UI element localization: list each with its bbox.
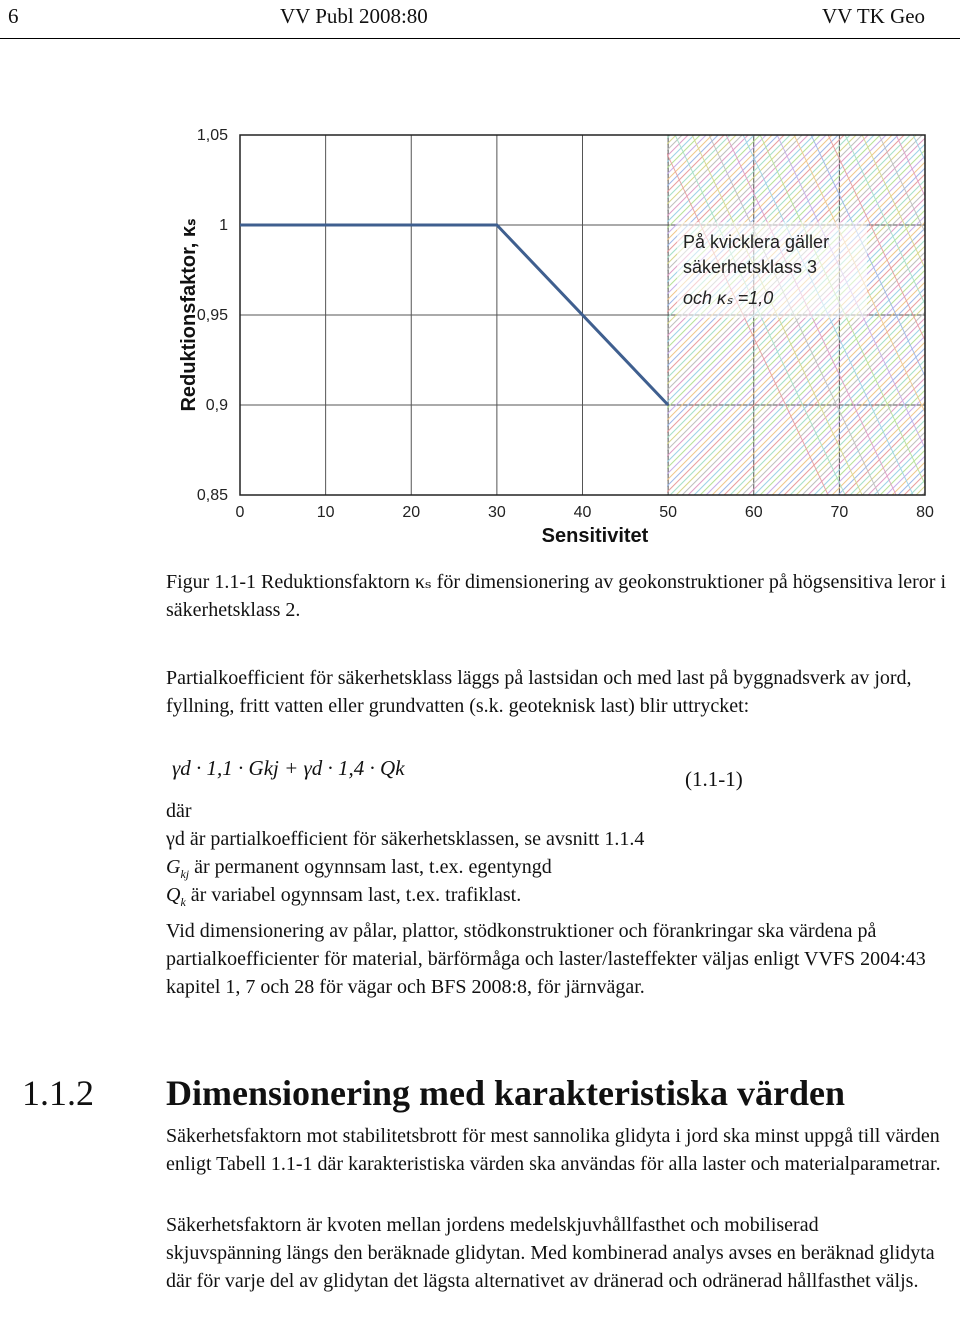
hatch-line xyxy=(928,135,955,495)
paragraph-safety-factor: Säkerhetsfaktorn mot stabilitetsbrott för mest sannolika glidyta i jord ska minst uppgå till värden enligt Tabell 1.1-1 där karakteristiska värden ska användas för alla laster och materialparametrar. xyxy=(166,1125,941,1175)
paragraph-partial-coefficient: Partialkoefficient för säkerhetsklass läggs på lastsidan och med last på byggnadsverk av jord, fyllning, fritt vatten eller grundvatten (s.k. geoteknisk last) blir uttrycket: xyxy=(166,667,912,717)
page-header xyxy=(0,0,960,40)
hatch-line xyxy=(934,135,955,495)
y-tick-label: 1,05 xyxy=(196,127,228,144)
definition-q-k xyxy=(166,884,521,907)
x-tick-label: 60 xyxy=(744,504,763,521)
x-tick-label: 40 xyxy=(573,504,592,521)
organization: VV TK Geo xyxy=(822,4,926,28)
paragraph-safety-factor-definition: Säkerhetsfaktorn är kvoten mellan jordens medelskjuvhållfasthet och mobiliserad skjuvspänning längs den beräknade glidytan. Med kombinerad analys avses en beräknad glidyta där för varje del av glidytan det lägsta alternativet av dränerad och odränerad hållfasthet väljs. xyxy=(166,1214,935,1292)
figure-caption: Figur 1.1-1 Reduktionsfaktorn κₛ för dimensionering av geokonstruktioner på högsensitiva leror i säkerhetsklass 2. xyxy=(166,571,947,621)
definition-gamma-d xyxy=(166,828,644,851)
x-tick-label: 80 xyxy=(916,504,934,521)
header-rule xyxy=(0,38,960,39)
equation-number: (1.1-1) xyxy=(685,767,743,791)
y-tick-label: 1 xyxy=(219,217,228,234)
x-tick-label: 30 xyxy=(487,504,506,521)
x-tick-label: 50 xyxy=(659,504,678,521)
page-number: 6 xyxy=(8,4,19,28)
x-tick-label: 0 xyxy=(235,504,245,521)
definition-text: är variabel ogynnsam last, t.ex. trafiklast. xyxy=(185,884,522,906)
equation: γd · 1,1 · Gkj + γd · 1,4 · Qk xyxy=(172,756,405,780)
definition-symbol: γd xyxy=(166,828,185,850)
hatch-line xyxy=(922,135,955,495)
paragraph-dimensioning: Vid dimensionering av pålar, plattor, stödkonstruktioner och förankringar ska värdena på partialkoefficienter för material, bärförmåga och laster/lasteffekter väljas enligt VVFS 2004:43 kapitel 1, 7 och 28 för vägar och BFS 2008:8, för järnvägar. xyxy=(166,920,926,998)
x-tick-label: 10 xyxy=(316,504,335,521)
annotation-line-2: säkerhetsklass 3 xyxy=(683,257,818,277)
definition-g-kj xyxy=(166,856,552,879)
x-tick-label: 20 xyxy=(402,504,421,521)
definition-subscript: kj xyxy=(180,867,190,881)
hatch-line xyxy=(947,135,955,495)
y-tick-label: 0,9 xyxy=(205,397,228,414)
annotation-line-1: På kvicklera gäller xyxy=(683,232,830,252)
where-label: där xyxy=(166,800,192,822)
x-tick-labels xyxy=(236,504,934,521)
hatch-line xyxy=(930,135,955,495)
x-tick-label: 70 xyxy=(830,504,849,521)
definition-subscript: k xyxy=(180,895,186,909)
section-number: 1.1.2 xyxy=(22,1073,94,1113)
publication-id: VV Publ 2008:80 xyxy=(280,4,428,28)
y-tick-labels xyxy=(197,127,228,504)
definition-text: är permanent ogynnsam last, t.ex. egentyngd xyxy=(189,856,552,878)
definition-symbol: Q xyxy=(166,884,181,906)
y-tick-label: 0,85 xyxy=(196,487,228,504)
reduction-factor-chart xyxy=(165,105,955,550)
y-axis-label: Reduktionsfaktor, κₛ xyxy=(178,218,200,412)
y-tick-label: 0,95 xyxy=(196,307,228,324)
section-title: Dimensionering med karakteristiska värden xyxy=(166,1073,845,1113)
annotation-line-3: och κₛ =1,0 xyxy=(683,288,774,308)
x-axis-label: Sensitivitet xyxy=(541,525,649,547)
hatch-line xyxy=(940,135,955,495)
definition-text: är partialkoefficient för säkerhetsklassen, se avsnitt 1.1.4 xyxy=(184,828,645,850)
definition-symbol: G xyxy=(166,856,181,878)
